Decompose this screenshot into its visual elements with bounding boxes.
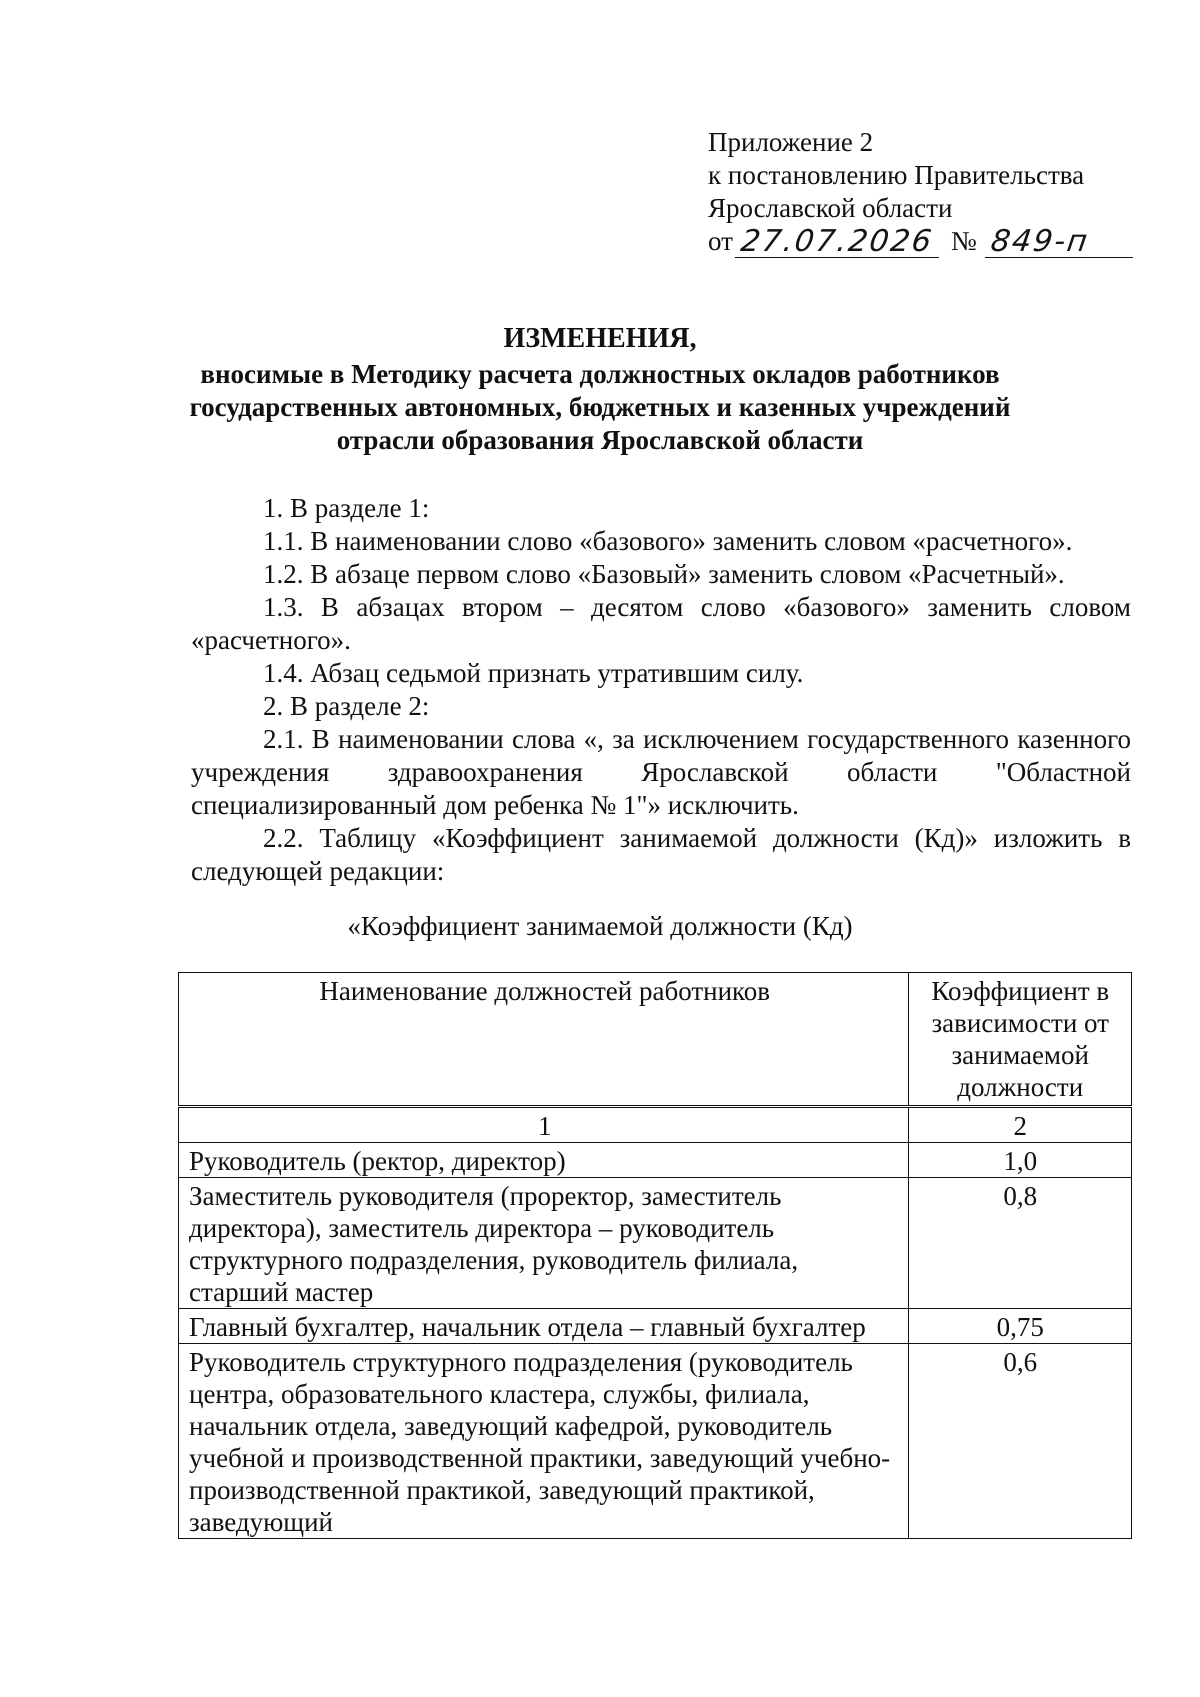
- position-name-cell: Главный бухгалтер, начальник отдела – главный бухгалтер: [179, 1309, 909, 1344]
- column-number-cell: 1: [179, 1107, 909, 1143]
- coefficient-table: [178, 972, 1132, 1539]
- position-name-cell: Руководитель (ректор, директор): [179, 1143, 909, 1178]
- table-numbering-row: [179, 1107, 1132, 1143]
- handwritten-number: 849-п: [985, 227, 1137, 258]
- table-row: [179, 1344, 1132, 1539]
- number-label: №: [950, 226, 977, 256]
- position-name-cell: Руководитель структурного подразделения (руководитель центра, образовательного кластера, службы, филиала, начальник отдела, заведующий кафедрой, руководитель учебной и производственной практики, заведующий учебно-производственной практикой, заведующий практикой, заведующий: [179, 1344, 909, 1539]
- coefficient-cell: 0,8: [909, 1178, 1132, 1309]
- title-sub-1: вносимые в Методику расчета должностных окладов работников: [200, 359, 1000, 389]
- paragraph: 1.3. В абзацах втором – десятом слово «базового» заменить словом «расчетного».: [191, 592, 1131, 655]
- column-number-cell: 2: [909, 1107, 1132, 1143]
- title-sub-3: отрасли образования Ярославской области: [336, 425, 864, 455]
- title-main: ИЗМЕНЕНИЯ,: [503, 323, 697, 354]
- title-sub-2: государственных автономных, бюджетных и казенных учреждений: [189, 392, 1011, 422]
- handwritten-date: 27.07.2026: [735, 227, 943, 258]
- table-row: [179, 1309, 1132, 1344]
- header-cell-coefficient: Коэффициент в зависимости от занимаемой должности: [909, 973, 1132, 1107]
- paragraph: 1.4. Абзац седьмой признать утратившим силу.: [263, 658, 804, 688]
- appendix-resolution-ref: к постановлению Правительства: [708, 160, 1085, 190]
- table-caption: «Коэффициент занимаемой должности (Кд): [347, 911, 853, 941]
- appendix-title: Приложение 2: [708, 127, 874, 157]
- paragraph: 1.2. В абзаце первом слово «Базовый» заменить словом «Расчетный».: [263, 559, 1065, 589]
- paragraph: 2. В разделе 2:: [263, 691, 430, 721]
- coefficient-cell: 1,0: [909, 1143, 1132, 1178]
- appendix-header: [708, 126, 1135, 258]
- paragraph: 2.2. Таблицу «Коэффициент занимаемой должности (Кд)» изложить в следующей редакции:: [191, 823, 1131, 886]
- appendix-date-number-line: [708, 225, 1135, 258]
- header-cell-positions: Наименование должностей работников: [179, 973, 909, 1107]
- table-header-row: [179, 973, 1132, 1107]
- paragraph: 1. В разделе 1:: [263, 493, 430, 523]
- coefficient-cell: 0,75: [909, 1309, 1132, 1344]
- paragraph: 1.1. В наименовании слово «базового» заменить словом «расчетного».: [263, 526, 1073, 556]
- appendix-region: Ярославской области: [708, 193, 953, 223]
- document-title: [140, 322, 1060, 457]
- table-row: [179, 1178, 1132, 1309]
- position-name-cell: Заместитель руководителя (проректор, заместитель директора), заместитель директора – руководитель структурного подразделения, руководитель филиала, старший мастер: [179, 1178, 909, 1309]
- paragraph: 2.1. В наименовании слова «, за исключением государственного казенного учреждения здравоохранения Ярославской области "Областной специализированный дом ребенка № 1"» исключить.: [191, 724, 1131, 820]
- coefficient-cell: 0,6: [909, 1344, 1132, 1539]
- document-body: [191, 492, 1131, 888]
- from-label: от: [708, 226, 733, 256]
- table-row: [179, 1143, 1132, 1178]
